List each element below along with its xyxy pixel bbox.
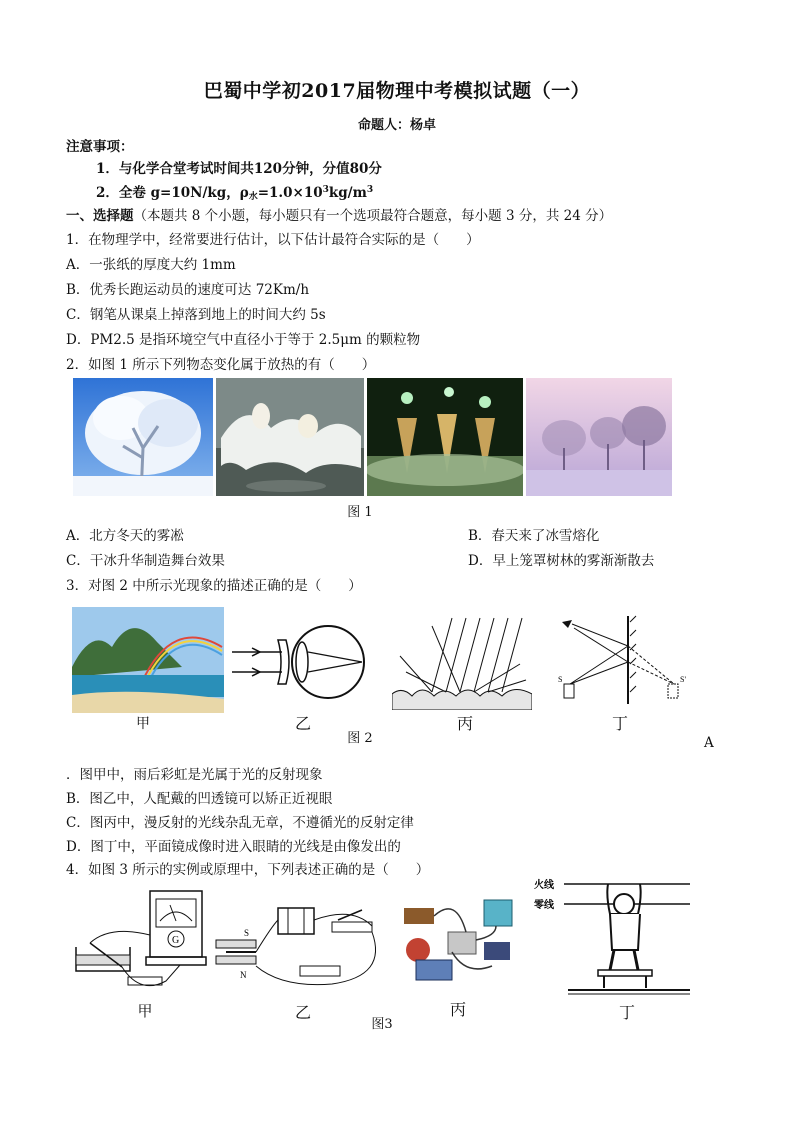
fig2-label-jia: 甲: [136, 716, 150, 732]
neutral-wire-label: 零线: [534, 900, 554, 911]
q3-option-d: D．图丁中，平面镜成像时进入眼睛的光线是由像发出的: [66, 839, 401, 855]
q3-option-a: ．图甲中，雨后彩虹是光属于光的反射现象: [66, 767, 323, 783]
notes-item-1: 1．与化学合堂考试时间共120分钟，分值80分: [96, 161, 382, 177]
photo-electrical-devices: [396, 896, 522, 988]
q1-option-c: C．钢笔从课桌上掉落到地上的时间大约 5s: [66, 307, 326, 323]
photo-stage-fog: [367, 378, 523, 496]
q3-option-c: C．图丙中，漫反射的光线杂乱无章，不遵循光的反射定律: [66, 815, 414, 831]
photo-rainbow: [72, 607, 224, 713]
fig2-label-yi: 乙: [294, 714, 311, 733]
section1-heading: 一、选择题（本题共 8 个小题，每小题只有一个选项最符合题意，每小题 3 分，共 24 分）: [66, 208, 613, 224]
mirror-label-s-prime: S': [680, 675, 686, 684]
q2-option-a: A．北方冬天的雾凇: [66, 528, 184, 544]
q2-option-c: C．干冰升华制造舞台效果: [66, 553, 225, 569]
magnet-pole-n: N: [240, 970, 247, 980]
diagram-eye-lens: [228, 612, 378, 708]
diagram-battery-magnet-circuit: [212, 896, 388, 992]
q2-option-d: D．早上笼罩树林的雾渐渐散去: [468, 553, 655, 569]
photo-foggy-trees: [526, 378, 672, 496]
live-wire-label: 火线: [534, 880, 554, 891]
fig3-label-ding: 丁: [618, 1003, 635, 1022]
q2-option-b: B．春天来了冰雪熔化: [468, 528, 600, 544]
author-line: 命题人：杨卓: [357, 118, 436, 133]
fig3-label-yi: 乙: [294, 1003, 311, 1022]
photo-melting-ice: [216, 378, 364, 496]
fig3-label-bing: 丙: [449, 1000, 466, 1019]
diagram-diffuse-reflection: [392, 612, 532, 710]
fig2-label-bing: 丙: [456, 714, 473, 733]
fig3-label-jia: 甲: [137, 1002, 153, 1020]
notes-heading: 注意事项：: [66, 139, 134, 155]
fig2-label-ding: 丁: [611, 714, 628, 733]
figure-1-caption: 图 1: [347, 505, 373, 520]
stray-option-letter: A: [704, 735, 714, 751]
figure-2-caption: 图 2: [347, 731, 373, 746]
diagram-live-neutral-wire-person: [528, 870, 690, 1000]
q1-option-b: B．优秀长跑运动员的速度可达 72Km/h: [66, 282, 310, 298]
diagram-plane-mirror: [556, 612, 688, 708]
q1-option-d: D．PM2.5 是指环境空气中直径小于等于 2.5μm 的颗粒物: [66, 332, 421, 348]
q4-stem: 4．如图 3 所示的实例或原理中，下列表述正确的是（ ）: [66, 862, 430, 878]
diagram-galvanometer-circuit: [70, 885, 210, 995]
magnet-pole-s: S: [244, 928, 250, 938]
page-title: 巴蜀中学初2017届物理中考模拟试题（一）: [203, 80, 591, 102]
q3-stem: 3．对图 2 中所示光现象的描述正确的是（ ）: [66, 578, 362, 594]
q3-option-b: B．图乙中，人配戴的凹透镜可以矫正近视眼: [66, 791, 333, 807]
figure-3-caption: 图3: [371, 1017, 393, 1032]
q1-option-a: A．一张纸的厚度大约 1mm: [66, 257, 236, 273]
q2-stem: 2．如图 1 所示下列物态变化属于放热的有（ ）: [66, 357, 376, 373]
mirror-label-s: S: [558, 675, 563, 684]
photo-rime-frost: [73, 378, 213, 496]
q1-stem: 1．在物理学中，经常要进行估计，以下估计最符合实际的是（ ）: [66, 232, 480, 248]
notes-item-2: 2．全卷 g=10N/kg，$\rho_水=1.0\times 10^3kg/m^3$: [96, 185, 374, 202]
galvanometer-letter: G: [172, 935, 180, 946]
